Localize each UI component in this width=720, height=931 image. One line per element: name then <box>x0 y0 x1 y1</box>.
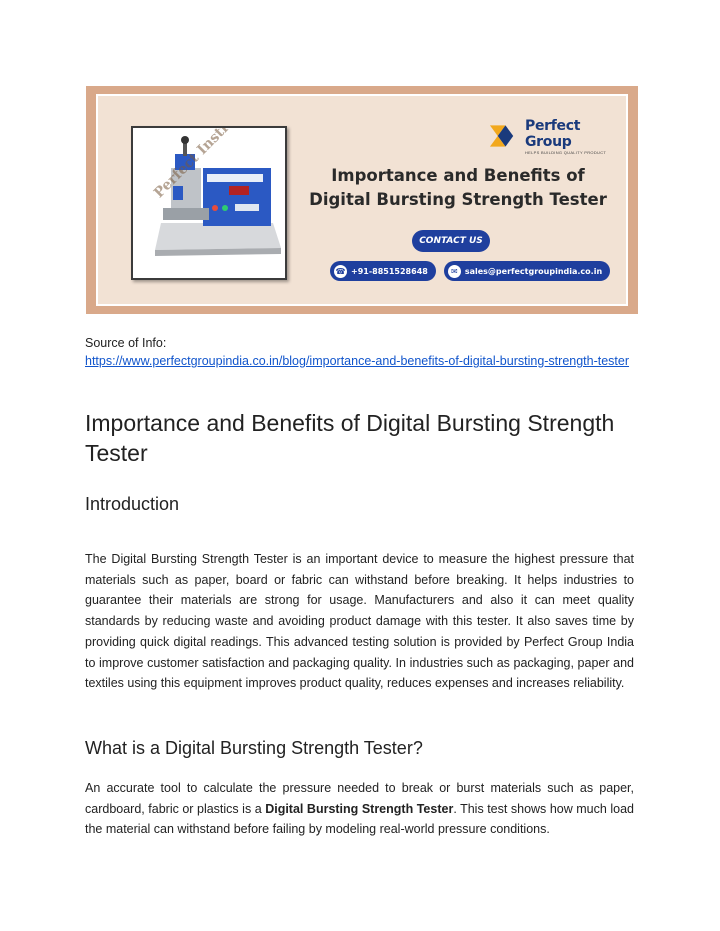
what-is-paragraph <box>85 778 634 840</box>
contact-details <box>330 261 610 281</box>
banner-title-line-1: Importance and Benefits of <box>331 166 585 185</box>
what-is-bold-term: Digital Bursting Strength Tester <box>265 801 454 816</box>
product-photo <box>131 126 287 280</box>
banner-title <box>298 164 618 212</box>
mail-icon: ✉ <box>448 265 461 278</box>
source-link[interactable]: https://www.perfectgroupindia.co.in/blog/importance-and-benefits-of-digital-bursting-strength-tester <box>85 354 630 368</box>
contact-us-button: CONTACT US <box>412 230 490 252</box>
introduction-paragraph: The Digital Bursting Strength Tester is an important device to measure the highest pressure that materials such as paper, board or fabric can withstand before breaking. It helps industries to guarantee their materials are strong for usage. Manufacturers and also it can meet quality standards by reducing waste and avoiding product damage with this tester. It also saves time by providing quick digital readings. This advanced testing solution is provided by Perfect Group India to improve customer satisfaction and packaging quality. In industries such as packaging, paper and textiles using this equipment improves product quality, reduces expenses and increases reliability. <box>85 552 634 691</box>
page-title: Importance and Benefits of Digital Bursting Strength Tester <box>85 410 615 466</box>
section-heading-introduction: Introduction <box>85 494 180 514</box>
logo-tagline: HELPS BUILDING QUALITY PRODUCT <box>524 149 607 155</box>
email-pill <box>444 261 610 281</box>
source-label: Source of Info: <box>85 336 167 350</box>
logo-name: Perfect Group <box>524 117 581 150</box>
blog-banner <box>86 86 638 314</box>
phone-icon: ☎ <box>335 266 346 276</box>
perfect-group-logo <box>488 118 628 154</box>
email-address: sales@perfectgroupindia.co.in <box>464 266 603 276</box>
what-is-text-end: . This test shows how much load the material can withstand before failing by modeling real-world pressure conditions. <box>85 801 634 837</box>
logo-icon <box>488 121 521 151</box>
what-is-text-start: An accurate tool to calculate the pressure needed to break or burst materials such as paper, cardboard, fabric or plastics is a <box>85 781 634 816</box>
phone-number: +91-8851528648 <box>351 266 428 276</box>
section-heading-what-is: What is a Digital Bursting Strength Tester? <box>85 738 423 758</box>
phone-pill <box>330 261 436 281</box>
banner-panel <box>96 94 628 306</box>
banner-title-line-2: Digital Bursting Strength Tester <box>309 190 607 209</box>
source-block <box>85 334 637 370</box>
